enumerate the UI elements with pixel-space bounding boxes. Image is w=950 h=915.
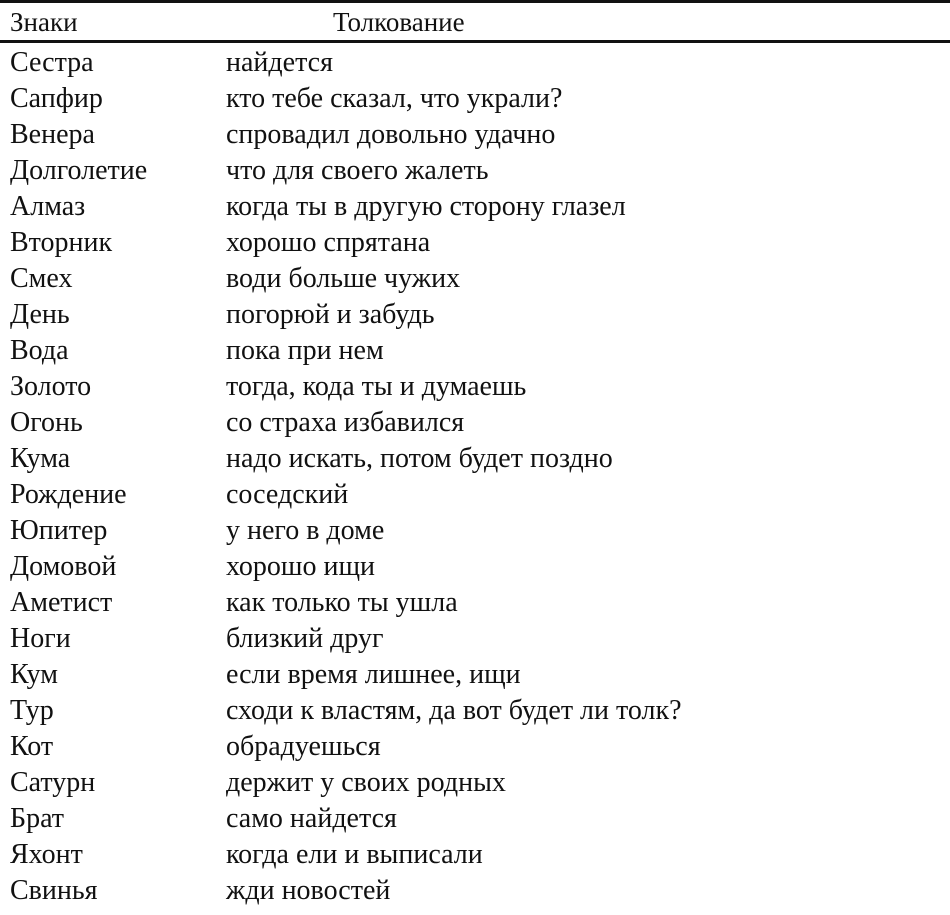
interpretation-cell: хорошо спрятана xyxy=(226,227,431,258)
interpretation-cell: найдется xyxy=(226,47,333,78)
sign-cell: Кум xyxy=(10,659,58,690)
table-header-row xyxy=(0,4,950,40)
sign-cell: Рождение xyxy=(10,479,127,510)
interpretation-cell: когда ты в другую сторону глазел xyxy=(226,191,626,222)
table-row xyxy=(0,117,950,153)
sign-cell: Смех xyxy=(10,263,73,294)
sign-cell: Ноги xyxy=(10,623,71,654)
interpretation-cell: у него в доме xyxy=(226,515,385,546)
interpretation-cell: когда ели и выписали xyxy=(226,839,483,870)
interpretation-cell: обрадуешься xyxy=(226,731,381,762)
table-row xyxy=(0,261,950,297)
interpretation-cell: близкий друг xyxy=(226,623,384,654)
table-row xyxy=(0,225,950,261)
sign-cell: Алмаз xyxy=(10,191,86,222)
sign-cell: Яхонт xyxy=(10,839,83,870)
interpretation-cell: что для своего жалеть xyxy=(226,155,489,186)
table-row xyxy=(0,549,950,585)
table-row xyxy=(0,153,950,189)
table-row xyxy=(0,729,950,765)
sign-cell: Кот xyxy=(10,731,54,762)
table-row xyxy=(0,477,950,513)
sign-cell: День xyxy=(10,299,70,330)
sign-cell: Вторник xyxy=(10,227,113,258)
table-row xyxy=(0,873,950,909)
table-row xyxy=(0,657,950,693)
interpretation-cell: надо искать, потом будет поздно xyxy=(226,443,613,474)
table-top-rule xyxy=(0,0,950,3)
sign-cell: Огонь xyxy=(10,407,83,438)
sign-cell: Сапфир xyxy=(10,83,103,114)
interpretation-cell: кто тебе сказал, что украли? xyxy=(226,83,563,114)
interpretation-cell: жди новостей xyxy=(226,875,391,906)
sign-cell: Брат xyxy=(10,803,65,834)
table-row xyxy=(0,45,950,81)
table-row xyxy=(0,189,950,225)
table-row xyxy=(0,81,950,117)
table-row xyxy=(0,765,950,801)
interpretation-cell: пока при нем xyxy=(226,335,384,366)
table-header-rule xyxy=(0,40,950,43)
table-row xyxy=(0,513,950,549)
table-row xyxy=(0,801,950,837)
interpretation-cell: само найдется xyxy=(226,803,397,834)
table-row xyxy=(0,621,950,657)
column-header-interpretation: Толкование xyxy=(333,7,465,37)
sign-cell: Тур xyxy=(10,695,54,726)
table-row xyxy=(0,585,950,621)
sign-cell: Домовой xyxy=(10,551,117,582)
interpretation-cell: соседский xyxy=(226,479,349,510)
table-body xyxy=(0,45,950,909)
sign-cell: Вода xyxy=(10,335,69,366)
table-row xyxy=(0,369,950,405)
table-row xyxy=(0,333,950,369)
table-row xyxy=(0,297,950,333)
interpretation-cell: сходи к властям, да вот будет ли толк? xyxy=(226,695,682,726)
sign-cell: Долголетие xyxy=(10,155,148,186)
interpretation-cell: тогда, кода ты и думаешь xyxy=(226,371,527,402)
interpretation-cell: погорюй и забудь xyxy=(226,299,435,330)
sign-cell: Свинья xyxy=(10,875,98,906)
sign-cell: Золото xyxy=(10,371,92,402)
interpretation-cell: если время лишнее, ищи xyxy=(226,659,521,690)
table-row xyxy=(0,441,950,477)
sign-cell: Юпитер xyxy=(10,515,108,546)
sign-cell: Сестра xyxy=(10,47,94,78)
interpretation-cell: как только ты ушла xyxy=(226,587,458,618)
interpretation-cell: води больше чужих xyxy=(226,263,461,294)
sign-cell: Кума xyxy=(10,443,71,474)
column-header-signs: Знаки xyxy=(10,7,78,37)
table-row xyxy=(0,837,950,873)
table-row xyxy=(0,693,950,729)
interpretation-cell: спровадил довольно удачно xyxy=(226,119,556,150)
interpretation-cell: держит у своих родных xyxy=(226,767,506,798)
interpretation-cell: со страха избавился xyxy=(226,407,465,438)
sign-cell: Сатурн xyxy=(10,767,96,798)
sign-cell: Аметист xyxy=(10,587,113,618)
interpretation-cell: хорошо ищи xyxy=(226,551,376,582)
table-row xyxy=(0,405,950,441)
sign-cell: Венера xyxy=(10,119,95,150)
